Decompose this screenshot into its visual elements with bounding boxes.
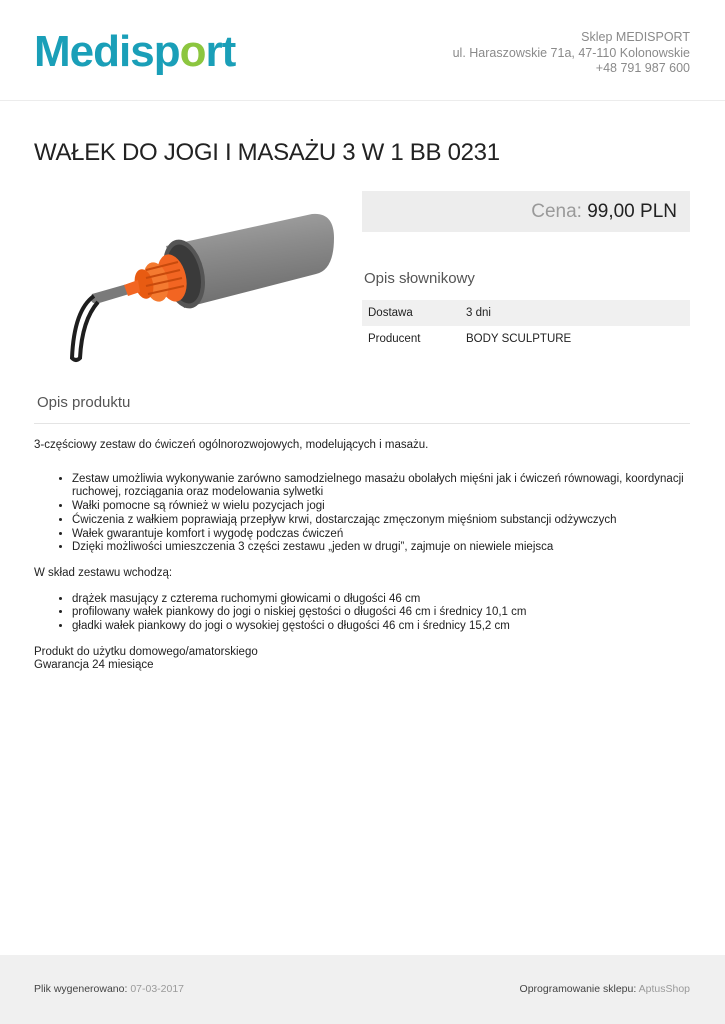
specs-table (362, 300, 690, 352)
software-link[interactable]: AptusShop (638, 983, 690, 995)
list-item: • Wałek gwarantuje komfort i wygodę podczas ćwiczeń (72, 528, 690, 542)
specs-row (362, 326, 690, 352)
massage-stick-handle-icon (72, 280, 140, 360)
spec-value: 3 dni (460, 300, 690, 326)
product-title: WAŁEK DO JOGI I MASAŻU 3 W 1 BB 0231 (34, 139, 500, 166)
usage-note: Produkt do użytku domowego/amatorskiego (34, 645, 258, 658)
price-value: 99,00 PLN (587, 201, 677, 222)
list-item: • Zestaw umożliwia wykonywanie zarówno samodzielnego masażu obolałych mięśni jak i ćwiczeń równowagi, koordynacji ruchowej, rozciągania oraz modelowania sylwetki (72, 473, 690, 500)
price-label: Cena: (531, 201, 582, 222)
foam-roller-icon (157, 214, 334, 313)
software-info: Oprogramowanie sklepu: AptusShop (519, 983, 690, 995)
spec-key: Producent (368, 333, 421, 345)
description-title: Opis produktu (37, 394, 131, 411)
divider (34, 423, 690, 424)
description-body (34, 439, 690, 673)
list-item: • Dzięki możliwości umieszczenia 3 części zestawu „jeden w drugi”, zajmuje on niewiele miejsca (72, 541, 690, 555)
medisport-logo[interactable]: Medisport (34, 27, 236, 76)
page-footer (0, 955, 725, 1024)
generated-date: 07-03-2017 (130, 983, 185, 995)
shop-phone: +48 791 987 600 (595, 61, 690, 75)
generated-info: Plik wygenerowano: 07-03-2017 (34, 983, 185, 995)
list-item: • Ćwiczenia z wałkiem poprawiają przepływ krwi, dostarczając zmęczonym mięśniom substancji odżywczych (72, 514, 690, 528)
warranty-note: Gwarancja 24 miesiące (34, 659, 154, 672)
set-items-list (34, 593, 690, 634)
spec-value: BODY SCULPTURE (466, 333, 572, 345)
list-item: • gładki wałek piankowy do jogi o wysokiej gęstości o długości 46 cm i średnicy 15,2 cm (72, 620, 690, 634)
list-item: • profilowany wałek piankowy do jogi o niskiej gęstości o długości 46 cm i średnicy 10,1 cm (72, 606, 690, 620)
page-header (0, 0, 725, 101)
shop-name: Sklep MEDISPORT (581, 30, 690, 44)
shop-address: ul. Haraszowskie 71a, 47-110 Kolonowskie (452, 45, 690, 60)
list-item: • Wałki pomocne są również w wielu pozycjach jogi (72, 500, 690, 514)
features-list (34, 473, 690, 555)
specs-title: Opis słownikowy (364, 270, 475, 287)
description-intro: 3-częściowy zestaw do ćwiczeń ogólnorozwojowych, modelujących i masażu. (34, 439, 429, 451)
specs-row (362, 300, 690, 326)
list-item: • drążek masujący z czterema ruchomymi głowicami o długości 46 cm (72, 593, 690, 607)
price-box (362, 191, 690, 232)
set-intro: W skład zestawu wchodzą: (34, 566, 173, 579)
price (531, 201, 677, 223)
spec-key: Dostawa (362, 300, 460, 326)
shop-info (453, 30, 690, 77)
product-image (34, 190, 344, 375)
